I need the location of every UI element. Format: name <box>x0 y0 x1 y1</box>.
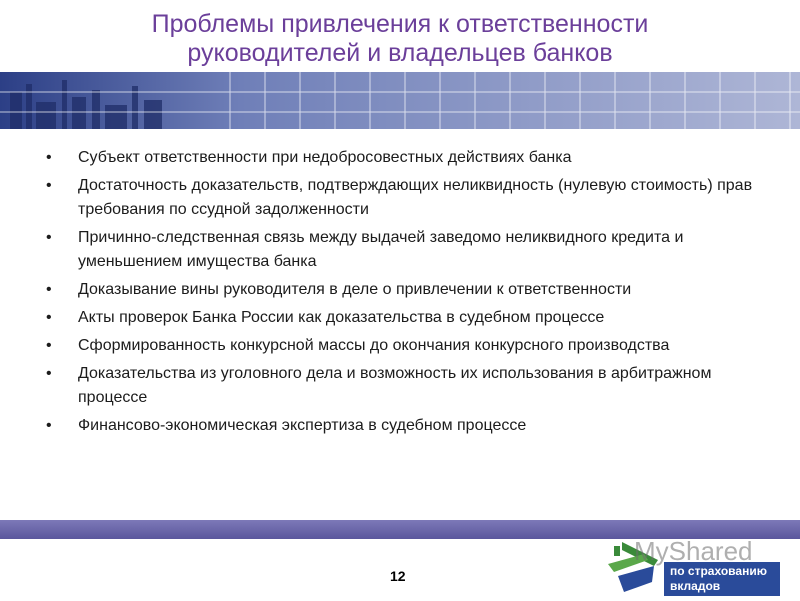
bullet-list <box>42 146 762 442</box>
bullet-dot: • <box>46 309 52 326</box>
list-item <box>42 226 762 274</box>
bullet-text: Доказательства из уголовного дела и возможность их использования в арбитражном процессе <box>78 365 712 406</box>
bullet-dot: • <box>46 365 52 382</box>
header-banner <box>0 72 800 129</box>
logo-line-1: по страхованию <box>670 564 767 578</box>
list-item <box>42 306 762 330</box>
bullet-text: Доказывание вины руководителя в деле о привлечении к ответственности <box>78 281 632 298</box>
logo-line-2: вкладов <box>670 579 721 593</box>
page-number: 12 <box>390 568 406 584</box>
slide-title <box>0 10 800 68</box>
bullet-dot: • <box>46 229 52 246</box>
list-item <box>42 278 762 302</box>
bullet-dot: • <box>46 149 52 166</box>
bullet-dot: • <box>46 281 52 298</box>
list-item <box>42 146 762 170</box>
title-line-2: руководителей и владельцев банков <box>187 39 613 67</box>
bullet-text: Достаточность доказательств, подтверждающих неликвидность (нулевую стоимость) прав требования по ссудной задолженности <box>78 177 753 218</box>
bullet-dot: • <box>46 417 52 434</box>
bullet-text: Субъект ответственности при недобросовестных действиях банка <box>78 149 572 166</box>
logo-text <box>670 564 767 594</box>
list-item <box>42 334 762 358</box>
bullet-text: Причинно-следственная связь между выдачей заведомо неликвидного кредита и уменьшением имущества банка <box>78 229 684 270</box>
bullet-text: Финансово-экономическая экспертиза в судебном процессе <box>78 417 527 434</box>
agency-logo <box>604 536 784 596</box>
list-item <box>42 414 762 438</box>
watermark-text: MyShared <box>634 536 753 566</box>
list-item <box>42 174 762 222</box>
bullet-dot: • <box>46 177 52 194</box>
bullet-text: Акты проверок Банка России как доказательства в судебном процессе <box>78 309 605 326</box>
bullet-text: Сформированность конкурсной массы до окончания конкурсного производства <box>78 337 670 354</box>
title-line-1: Проблемы привлечения к ответственности <box>151 10 649 38</box>
bullet-dot: • <box>46 337 52 354</box>
list-item <box>42 362 762 410</box>
